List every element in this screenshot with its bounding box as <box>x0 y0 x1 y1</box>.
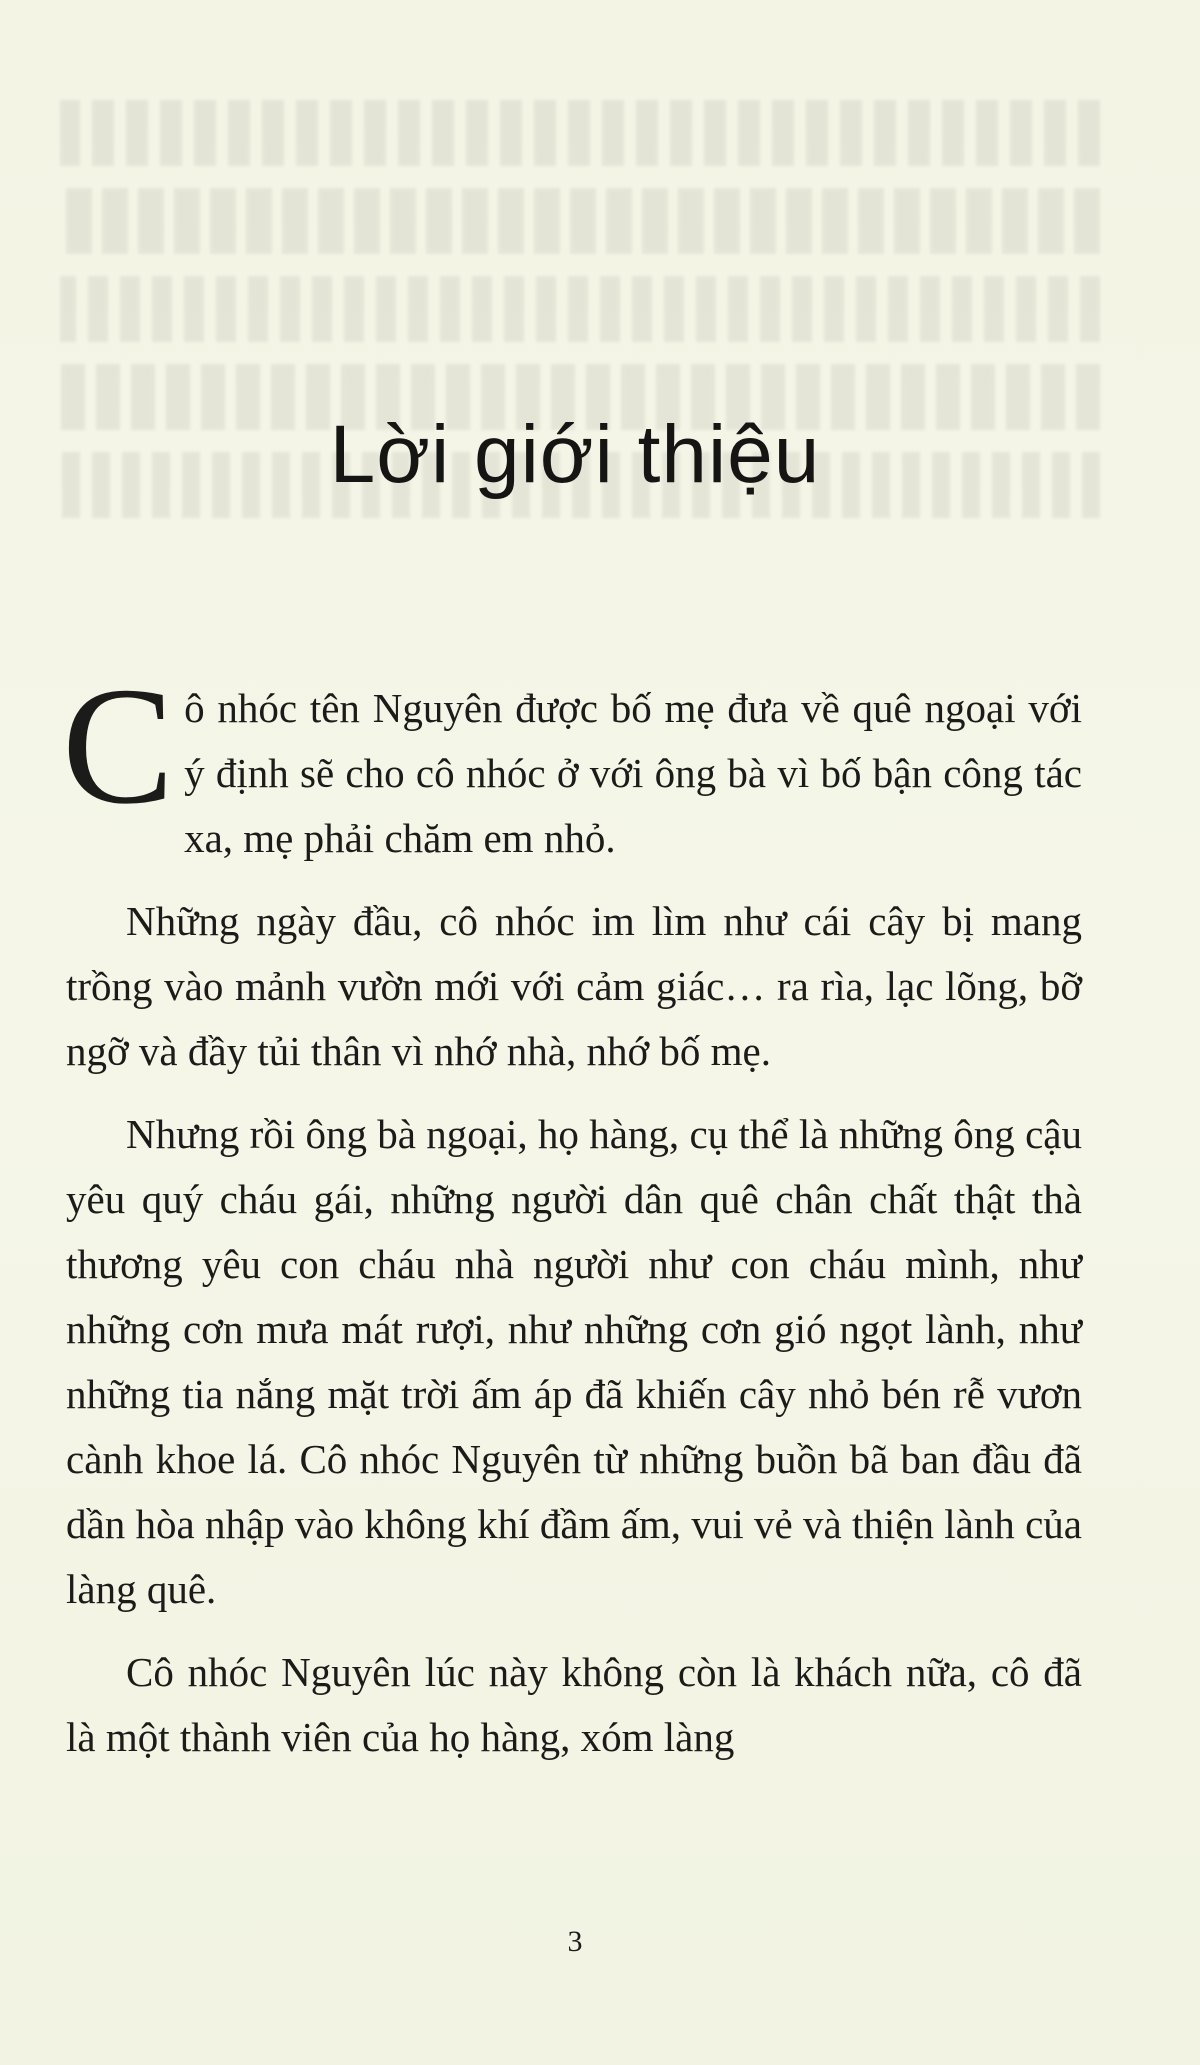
drop-cap: C <box>62 653 175 839</box>
paragraph-4: Cô nhóc Nguyên lúc này không còn là khách nữa, cô đã là một thành viên của họ hàng, xóm làng <box>66 1649 1082 1760</box>
paragraph-3: Nhưng rồi ông bà ngoại, họ hàng, cụ thể là những ông cậu yêu quý cháu gái, những người dân quê chân chất thật thà thương yêu con cháu nhà người như con cháu mình, như những cơn mưa mát rượi, như những cơn gió ngọt lành, như những tia nắng mặt trời ấm áp đã khiến cây nhỏ bén rễ vươn cành khoe lá. Cô nhóc Nguyên từ những buồn bã ban đầu đã dần hòa nhập vào không khí đầm ấm, vui vẻ và thiện lành của làng quê. <box>66 1111 1082 1612</box>
page-title: Lời giới thiệu <box>329 409 821 500</box>
body-text <box>62 653 1082 1788</box>
paragraph-1 <box>62 653 1082 871</box>
paragraph-1-text: ô nhóc tên Nguyên được bố mẹ đưa về quê ngoại với ý định sẽ cho cô nhóc ở với ông bà vì bố bận công tác xa, mẹ phải chăm em nhỏ. <box>184 685 1082 861</box>
page-number: 3 <box>567 1925 583 1958</box>
paragraph-2: Những ngày đầu, cô nhóc im lìm như cái cây bị mang trồng vào mảnh vườn mới với cảm giác… ra rìa, lạc lõng, bỡ ngỡ và đầy tủi thân vì nhớ nhà, nhớ bố mẹ. <box>66 898 1082 1074</box>
